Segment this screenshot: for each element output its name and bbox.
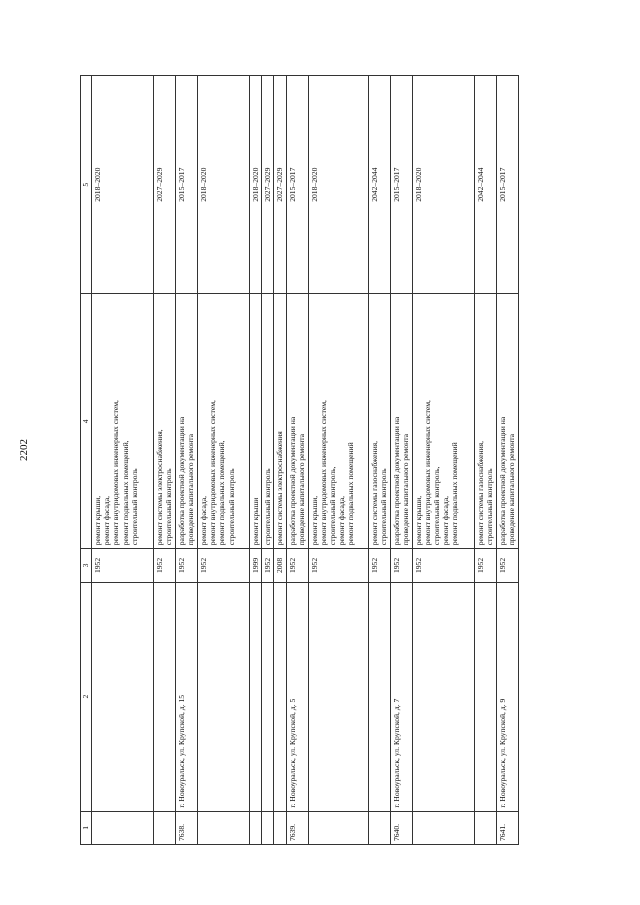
- cell-row-number: [154, 811, 176, 844]
- cell-year: 1999: [250, 549, 262, 582]
- table-row: [308, 76, 368, 845]
- work-item: проведение капитального ремонта: [506, 433, 516, 546]
- table-row: [92, 76, 154, 845]
- cell-year: 1952: [176, 549, 198, 582]
- work-item: ремонт фасада,: [199, 495, 208, 546]
- work-item: ремонт крыши: [251, 497, 260, 546]
- work-item: строительный контроль: [378, 468, 388, 546]
- table-row: [286, 76, 308, 845]
- cell-year: 2008: [274, 549, 286, 582]
- cell-address: г. Новоуральск, ул. Крупской, д. 9: [496, 582, 518, 811]
- work-item: ремонт внутридомовых инженерных систем,: [318, 400, 328, 546]
- cell-work-list: [412, 294, 474, 549]
- table-row: [390, 76, 412, 845]
- work-item: ремонт крыши,: [413, 495, 423, 546]
- work-item: строительный контроль,: [432, 466, 442, 546]
- work-item: строительный контроль: [263, 468, 273, 546]
- work-item: разработка проектной документации на: [177, 416, 186, 546]
- cell-work-list: [198, 294, 250, 549]
- cell-row-number: [274, 811, 286, 844]
- table-row: [198, 76, 250, 845]
- work-item: ремонт подвальных помещений,: [217, 440, 227, 546]
- work-item: ремонт подвальных помещений: [450, 442, 460, 546]
- cell-work-list: [154, 294, 176, 549]
- work-item: ремонт внутридомовых инженерных систем,: [208, 400, 218, 546]
- cell-row-number: 7638.: [176, 811, 198, 844]
- cell-year: 1952: [496, 549, 518, 582]
- cell-address: [262, 582, 274, 811]
- cell-period: 2015–2017: [390, 76, 412, 294]
- cell-period: 2018–2020: [92, 76, 154, 294]
- header-col-5: 5: [81, 76, 92, 294]
- work-item: ремонт внутридомовых инженерных систем,: [422, 400, 432, 546]
- work-item: разработка проектной документации на: [287, 416, 297, 546]
- cell-row-number: [368, 811, 390, 844]
- work-item: ремонт крыши,: [309, 495, 319, 546]
- rotated-table-container: [80, 75, 555, 845]
- cell-work-list: [390, 294, 412, 549]
- cell-period: 2027–2029: [154, 76, 176, 294]
- table-row: [412, 76, 474, 845]
- work-item: строительный контроль: [164, 468, 174, 546]
- cell-row-number: [262, 811, 274, 844]
- header-col-2: 2: [81, 582, 92, 811]
- cell-work-list: [496, 294, 518, 549]
- cell-year: 1952: [308, 549, 368, 582]
- cell-row-number: 7641.: [496, 811, 518, 844]
- work-item: ремонт системы электроснабжения,: [155, 429, 164, 546]
- cell-period: 2015–2017: [176, 76, 198, 294]
- work-item: ремонт подвальных помещений,: [120, 440, 130, 546]
- cell-year: 1952: [154, 549, 176, 582]
- table-row: [368, 76, 390, 845]
- work-item: ремонт фасада,: [441, 495, 451, 546]
- cell-period: 2018–2020: [308, 76, 368, 294]
- header-col-4: 4: [81, 294, 92, 549]
- cell-row-number: [412, 811, 474, 844]
- cell-period: 2018–2020: [198, 76, 250, 294]
- header-col-3: 3: [81, 549, 92, 582]
- cell-work-list: [368, 294, 390, 549]
- cell-year: 1952: [368, 549, 390, 582]
- header-col-1: 1: [81, 811, 92, 844]
- cell-address: [92, 582, 154, 811]
- work-item: разработка проектной документации на: [391, 416, 401, 546]
- work-item: строительный контроль: [484, 468, 494, 546]
- cell-address: г. Новоуральск, ул. Крупской, д. 15: [176, 582, 198, 811]
- work-item: ремонт внутридомовых инженерных систем,: [111, 400, 121, 546]
- cell-row-number: [308, 811, 368, 844]
- cell-period: 2027–2029: [262, 76, 274, 294]
- work-item: проведение капитального ремонта: [400, 433, 410, 546]
- work-item: проведение капитального ремонта: [296, 433, 306, 546]
- cell-period: 2018–2020: [250, 76, 262, 294]
- work-item: ремонт системы электроснабжения: [275, 431, 285, 546]
- table-row: [496, 76, 518, 845]
- table-row: [274, 76, 286, 845]
- cell-address: [154, 582, 176, 811]
- cell-period: 2027–2029: [274, 76, 286, 294]
- table-row: [176, 76, 198, 845]
- cell-row-number: [198, 811, 250, 844]
- cell-work-list: [92, 294, 154, 549]
- work-item: ремонт системы газоснабжения,: [369, 440, 379, 546]
- work-item: ремонт крыши,: [93, 495, 102, 546]
- cell-year: 1952: [474, 549, 496, 582]
- cell-address: [250, 582, 262, 811]
- cell-address: г. Новоуральск, ул. Крупской, д. 5: [286, 582, 308, 811]
- cell-period: 2015–2017: [286, 76, 308, 294]
- page-number: 2202: [18, 439, 30, 461]
- cell-row-number: 7639.: [286, 811, 308, 844]
- cell-period: 2042–2044: [474, 76, 496, 294]
- repair-schedule-table: [80, 75, 519, 845]
- table-body: [92, 76, 519, 845]
- cell-work-list: [176, 294, 198, 549]
- work-item: ремонт системы газоснабжения,: [475, 440, 485, 546]
- cell-address: [308, 582, 368, 811]
- cell-period: 2015–2017: [496, 76, 518, 294]
- work-item: ремонт фасада,: [102, 495, 112, 546]
- table-row: [250, 76, 262, 845]
- cell-work-list: [274, 294, 286, 549]
- work-item: строительный контроль: [226, 468, 236, 546]
- cell-address: [368, 582, 390, 811]
- cell-work-list: [262, 294, 274, 549]
- cell-address: г. Новоуральск, ул. Крупской, д. 7: [390, 582, 412, 811]
- work-item: строительный контроль,: [328, 466, 338, 546]
- cell-work-list: [308, 294, 368, 549]
- cell-work-list: [250, 294, 262, 549]
- cell-address: [198, 582, 250, 811]
- table-row: [474, 76, 496, 845]
- cell-row-number: [250, 811, 262, 844]
- cell-row-number: [474, 811, 496, 844]
- cell-row-number: 7640.: [390, 811, 412, 844]
- cell-year: 1952: [390, 549, 412, 582]
- cell-year: 1952: [198, 549, 250, 582]
- cell-address: [274, 582, 286, 811]
- cell-address: [412, 582, 474, 811]
- cell-row-number: [92, 811, 154, 844]
- table-row: [262, 76, 274, 845]
- cell-year: 1952: [92, 549, 154, 582]
- work-item: ремонт фасада,: [337, 495, 347, 546]
- cell-year: 1952: [286, 549, 308, 582]
- cell-address: [474, 582, 496, 811]
- cell-period: 2042–2044: [368, 76, 390, 294]
- table-row: [154, 76, 176, 845]
- cell-period: 2018–2020: [412, 76, 474, 294]
- cell-work-list: [474, 294, 496, 549]
- cell-year: 1952: [412, 549, 474, 582]
- cell-work-list: [286, 294, 308, 549]
- cell-year: 1952: [262, 549, 274, 582]
- work-item: разработка проектной документации на: [497, 416, 507, 546]
- work-item: ремонт подвальных помещений: [346, 442, 356, 546]
- work-item: проведение капитального ремонта: [186, 433, 196, 546]
- work-item: строительный контроль: [129, 468, 139, 546]
- header-row: [81, 76, 92, 845]
